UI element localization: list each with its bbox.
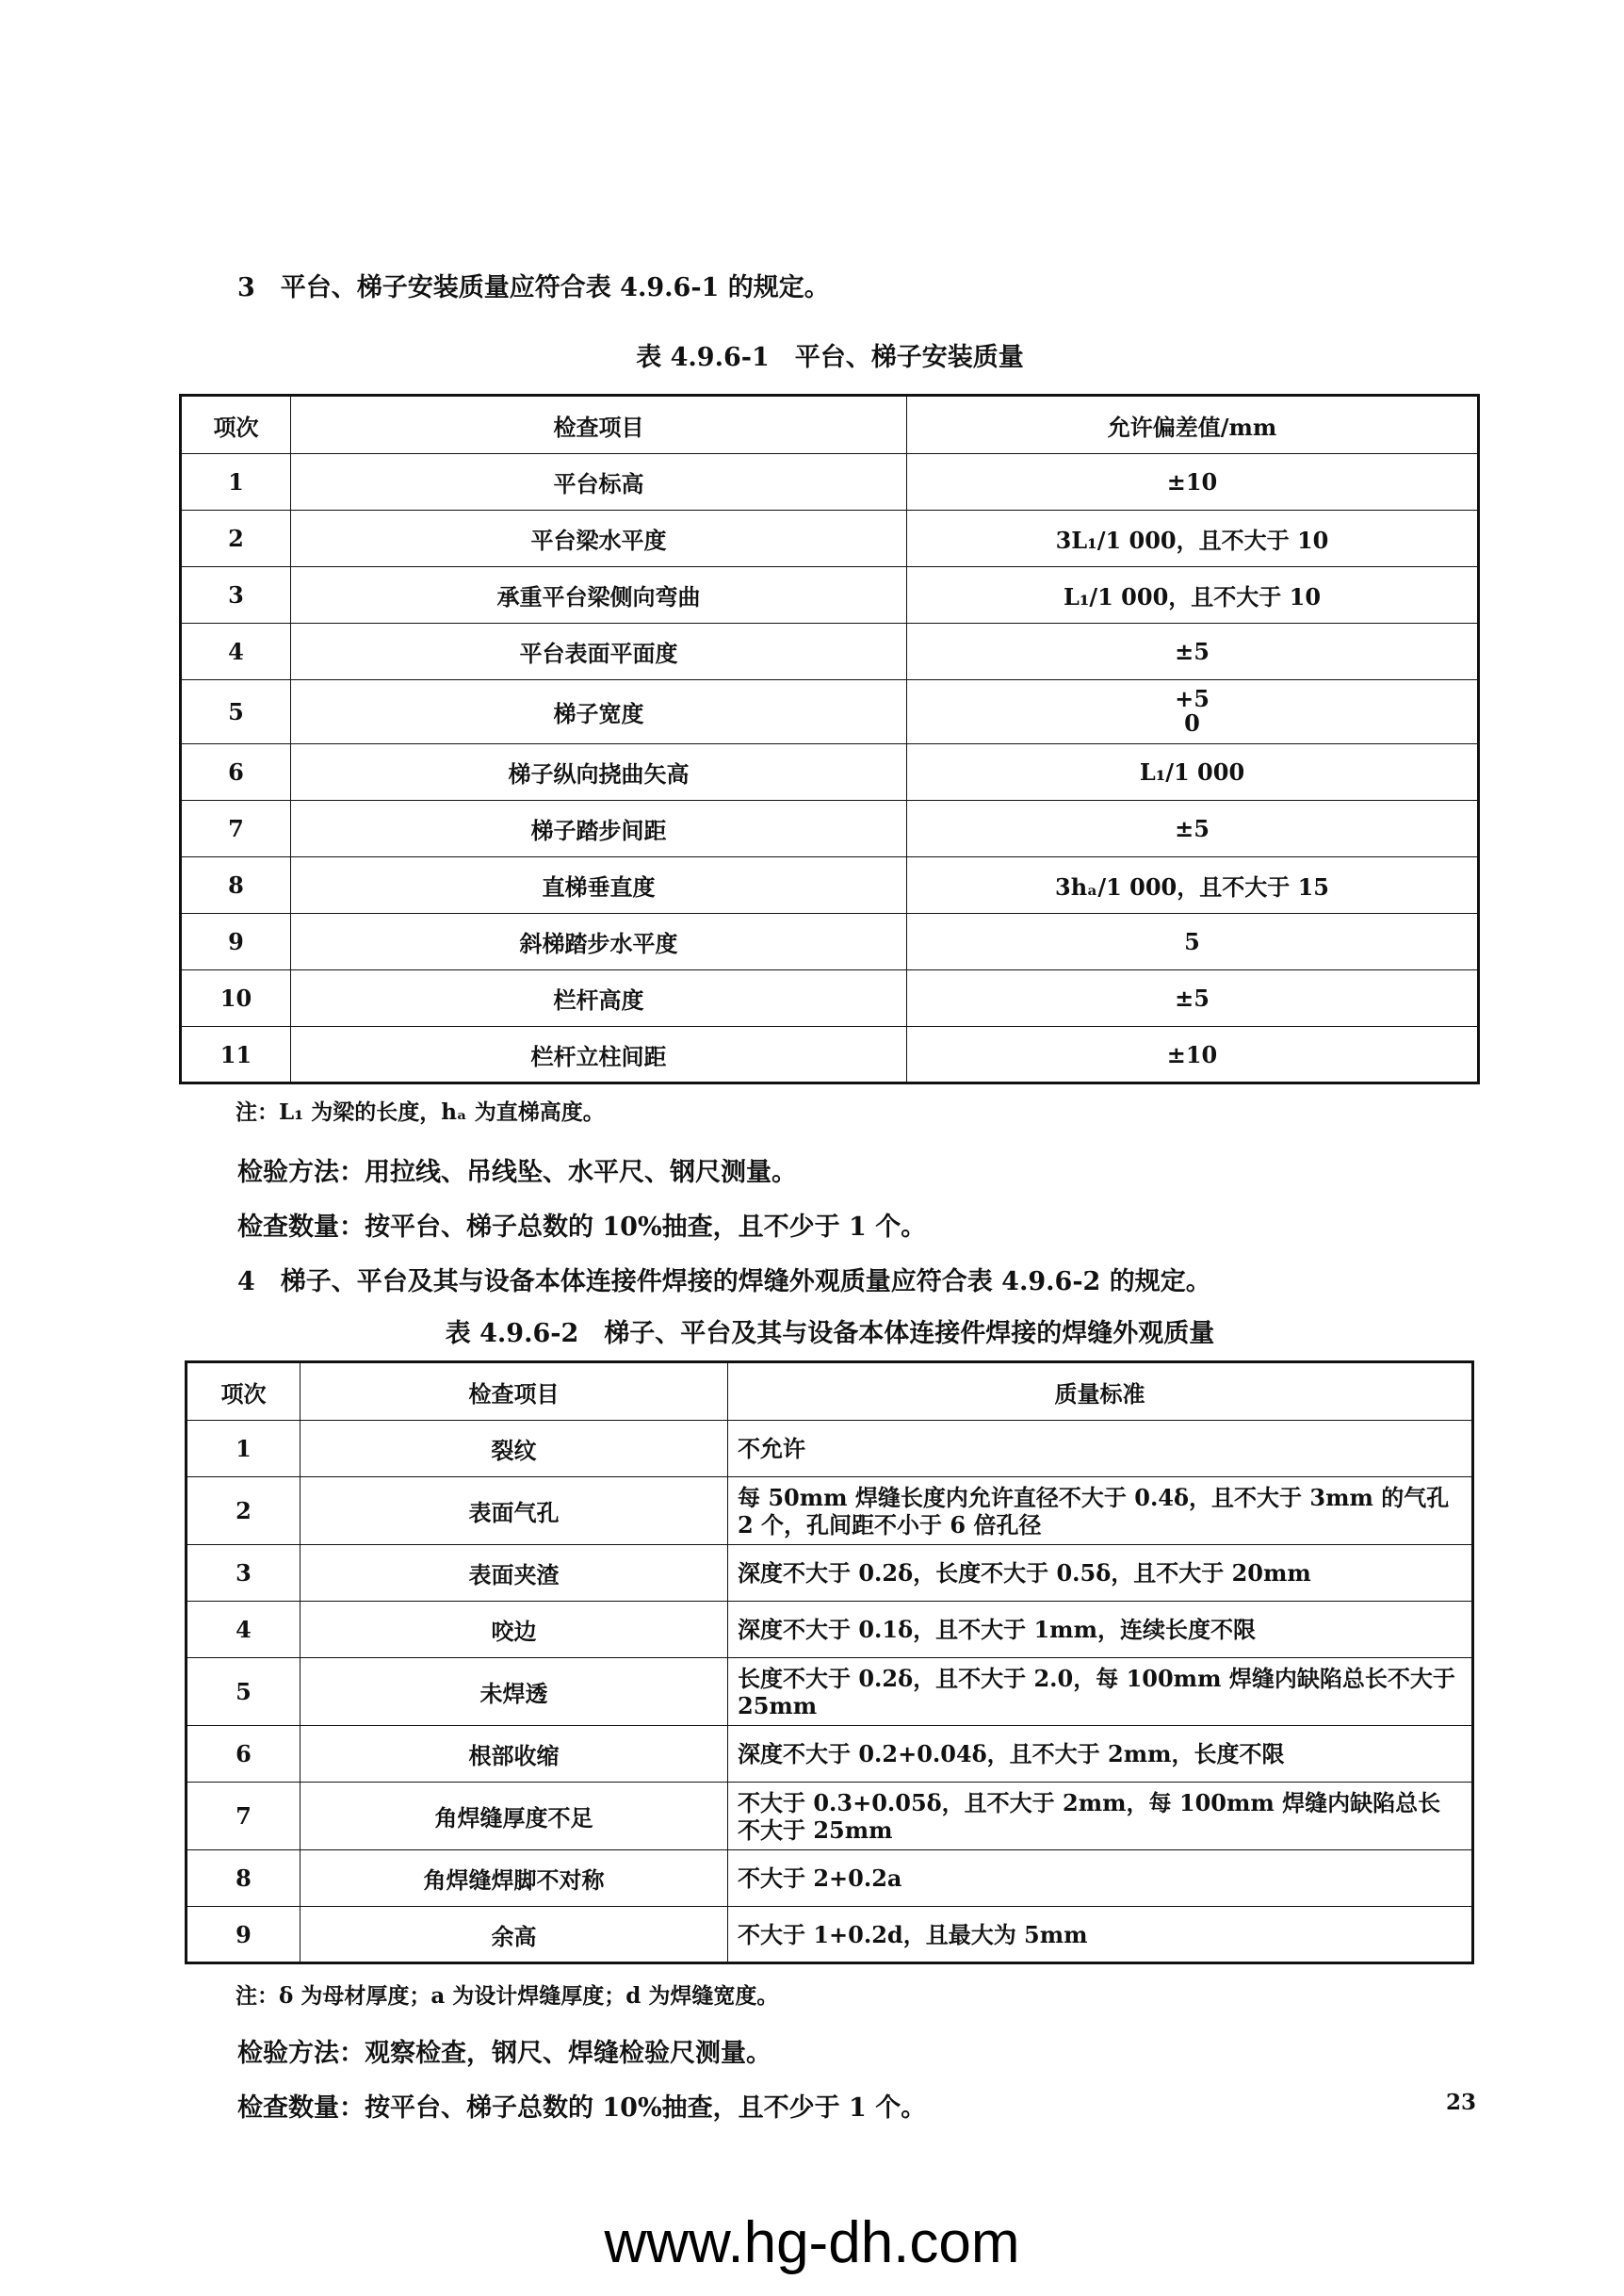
row-value: 3hₐ/1 000，且不大于 15 bbox=[907, 857, 1479, 914]
row-no: 7 bbox=[187, 1783, 300, 1850]
table-row bbox=[181, 454, 1479, 511]
row-no: 3 bbox=[187, 1545, 300, 1602]
tolerance-stack bbox=[1175, 687, 1210, 736]
table-row bbox=[187, 1907, 1473, 1963]
table1-header-no: 项次 bbox=[181, 396, 291, 454]
table2-caption: 表 4.9.6-2 梯子、平台及其与设备本体连接件焊接的焊缝外观质量 bbox=[445, 1319, 1215, 1348]
row-no: 5 bbox=[187, 1658, 300, 1726]
table2-header-value: 质量标准 bbox=[728, 1362, 1473, 1421]
row-item: 平台标高 bbox=[291, 454, 907, 511]
tolerance-upper: +5 bbox=[1175, 685, 1210, 712]
row-no: 9 bbox=[181, 914, 291, 970]
row-no: 5 bbox=[181, 680, 291, 744]
table1-note: 注：L₁ 为梁的长度，hₐ 为直梯高度。 bbox=[235, 1099, 605, 1125]
row-value: 深度不大于 0.1δ，且不大于 1mm，连续长度不限 bbox=[728, 1602, 1473, 1658]
row-item: 栏杆高度 bbox=[291, 970, 907, 1027]
row-item: 角焊缝焊脚不对称 bbox=[300, 1850, 728, 1907]
row-item: 栏杆立柱间距 bbox=[291, 1027, 907, 1083]
row-item: 角焊缝厚度不足 bbox=[300, 1783, 728, 1850]
page-number: 23 bbox=[1446, 2090, 1477, 2115]
row-no: 6 bbox=[181, 744, 291, 801]
table-row bbox=[187, 1477, 1473, 1545]
row-value: ±5 bbox=[907, 970, 1479, 1027]
table-row bbox=[187, 1602, 1473, 1658]
row-value: L₁/1 000，且不大于 10 bbox=[907, 567, 1479, 624]
method-1-text: 检验方法：用拉线、吊线坠、水平尺、钢尺测量。 bbox=[237, 1158, 797, 1187]
table-row bbox=[187, 1545, 1473, 1602]
row-item: 梯子宽度 bbox=[291, 680, 907, 744]
row-item: 斜梯踏步水平度 bbox=[291, 914, 907, 970]
quantity-2-text: 检查数量：按平台、梯子总数的 10%抽查，且不少于 1 个。 bbox=[237, 2093, 927, 2123]
row-item: 直梯垂直度 bbox=[291, 857, 907, 914]
row-value: 深度不大于 0.2δ，长度不大于 0.5δ，且不大于 20mm bbox=[728, 1545, 1473, 1602]
row-item: 未焊透 bbox=[300, 1658, 728, 1726]
table-row bbox=[181, 801, 1479, 857]
tolerance-lower: 0 bbox=[1184, 709, 1200, 737]
row-value: 不大于 1+0.2d，且最大为 5mm bbox=[728, 1907, 1473, 1963]
table1-header-row bbox=[181, 396, 1479, 454]
row-no: 3 bbox=[181, 567, 291, 624]
row-value: L₁/1 000 bbox=[907, 744, 1479, 801]
row-value: ±10 bbox=[907, 1027, 1479, 1083]
row-value: 长度不大于 0.2δ，且不大于 2.0，每 100mm 焊缝内缺陷总长不大于 25mm bbox=[728, 1658, 1473, 1726]
table-row bbox=[187, 1421, 1473, 1477]
row-no: 8 bbox=[181, 857, 291, 914]
row-item: 梯子纵向挠曲矢高 bbox=[291, 744, 907, 801]
table1 bbox=[179, 394, 1480, 1084]
section-3-text: 3 平台、梯子安装质量应符合表 4.9.6-1 的规定。 bbox=[237, 273, 830, 302]
table-row bbox=[181, 680, 1479, 744]
row-value: ±5 bbox=[907, 801, 1479, 857]
row-value: ±10 bbox=[907, 454, 1479, 511]
table-row bbox=[181, 914, 1479, 970]
row-no: 4 bbox=[181, 624, 291, 680]
table1-caption: 表 4.9.6-1 平台、梯子安装质量 bbox=[636, 343, 1024, 372]
table-row bbox=[181, 744, 1479, 801]
table-row bbox=[187, 1850, 1473, 1907]
row-item: 承重平台梁侧向弯曲 bbox=[291, 567, 907, 624]
row-no: 8 bbox=[187, 1850, 300, 1907]
row-no: 9 bbox=[187, 1907, 300, 1963]
quantity-1-text: 检查数量：按平台、梯子总数的 10%抽查，且不少于 1 个。 bbox=[237, 1213, 927, 1242]
row-no: 2 bbox=[181, 511, 291, 567]
method-2-text: 检验方法：观察检查，钢尺、焊缝检验尺测量。 bbox=[237, 2039, 771, 2068]
row-item: 余高 bbox=[300, 1907, 728, 1963]
row-value: 不允许 bbox=[728, 1421, 1473, 1477]
row-no: 2 bbox=[187, 1477, 300, 1545]
row-value: 不大于 0.3+0.05δ，且不大于 2mm，每 100mm 焊缝内缺陷总长不大于 25mm bbox=[728, 1783, 1473, 1850]
row-value: 不大于 2+0.2a bbox=[728, 1850, 1473, 1907]
row-no: 1 bbox=[181, 454, 291, 511]
table-row bbox=[181, 511, 1479, 567]
row-value: 5 bbox=[907, 914, 1479, 970]
table2 bbox=[185, 1360, 1474, 1964]
row-item: 梯子踏步间距 bbox=[291, 801, 907, 857]
section-4-text: 4 梯子、平台及其与设备本体连接件焊接的焊缝外观质量应符合表 4.9.6-2 的规定。 bbox=[237, 1267, 1211, 1296]
row-item: 表面夹渣 bbox=[300, 1545, 728, 1602]
table1-header-item: 检查项目 bbox=[291, 396, 907, 454]
table-row bbox=[187, 1658, 1473, 1726]
row-item: 平台表面平面度 bbox=[291, 624, 907, 680]
row-item: 咬边 bbox=[300, 1602, 728, 1658]
row-value: 深度不大于 0.2+0.04δ，且不大于 2mm，长度不限 bbox=[728, 1726, 1473, 1783]
table-row bbox=[181, 970, 1479, 1027]
row-no: 6 bbox=[187, 1726, 300, 1783]
row-value bbox=[907, 680, 1479, 744]
table-row bbox=[187, 1783, 1473, 1850]
row-value: 每 50mm 焊缝长度内允许直径不大于 0.4δ，且不大于 3mm 的气孔 2 个，孔间距不小于 6 倍孔径 bbox=[728, 1477, 1473, 1545]
row-item: 裂纹 bbox=[300, 1421, 728, 1477]
row-no: 1 bbox=[187, 1421, 300, 1477]
row-item: 平台梁水平度 bbox=[291, 511, 907, 567]
table-row bbox=[181, 567, 1479, 624]
row-value: 3L₁/1 000，且不大于 10 bbox=[907, 511, 1479, 567]
table2-note: 注：δ 为母材厚度；a 为设计焊缝厚度；d 为焊缝宽度。 bbox=[235, 1983, 779, 2009]
table2-header-item: 检查项目 bbox=[300, 1362, 728, 1421]
table2-header-no: 项次 bbox=[187, 1362, 300, 1421]
row-no: 10 bbox=[181, 970, 291, 1027]
table2-header-row bbox=[187, 1362, 1473, 1421]
footer-watermark-url: www.hg-dh.com bbox=[604, 2210, 1020, 2275]
table1-header-value: 允许偏差值/mm bbox=[907, 396, 1479, 454]
row-item: 表面气孔 bbox=[300, 1477, 728, 1545]
row-no: 7 bbox=[181, 801, 291, 857]
table-row bbox=[181, 624, 1479, 680]
row-value: ±5 bbox=[907, 624, 1479, 680]
table-row bbox=[181, 1027, 1479, 1083]
row-item: 根部收缩 bbox=[300, 1726, 728, 1783]
table-row bbox=[187, 1726, 1473, 1783]
row-no: 4 bbox=[187, 1602, 300, 1658]
table-row bbox=[181, 857, 1479, 914]
row-no: 11 bbox=[181, 1027, 291, 1083]
